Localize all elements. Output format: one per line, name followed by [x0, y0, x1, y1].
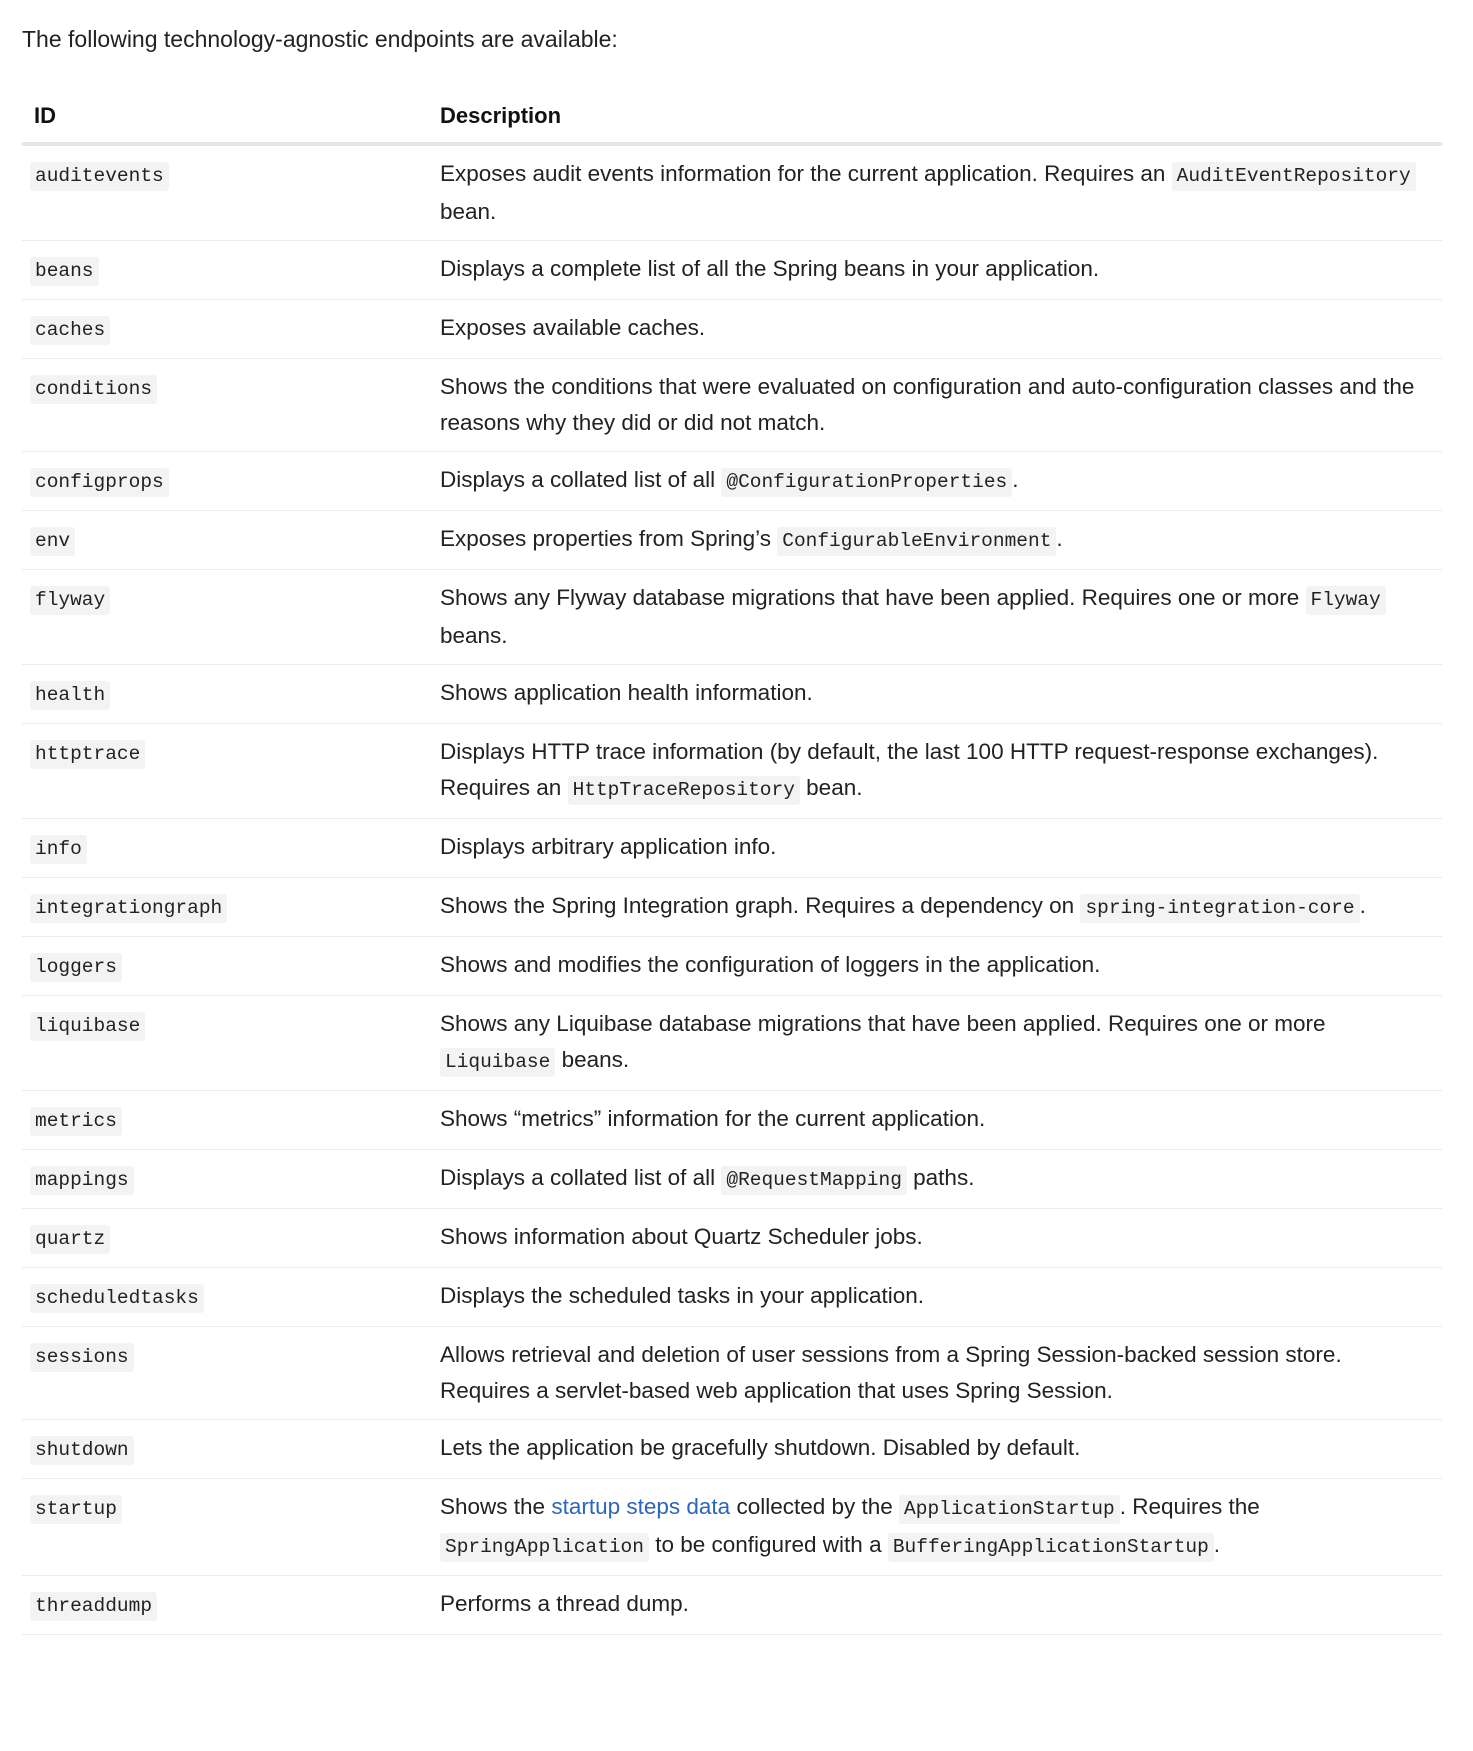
table-row: [22, 511, 1442, 570]
inline-code: ApplicationStartup: [899, 1495, 1120, 1524]
endpoint-id-cell: [22, 1209, 428, 1268]
description-text: beans.: [555, 1047, 630, 1072]
endpoint-description: [428, 511, 1442, 570]
endpoint-description: [428, 665, 1442, 724]
inline-code: SpringApplication: [440, 1533, 649, 1562]
endpoint-id-cell: [22, 359, 428, 452]
table-row: [22, 1576, 1442, 1635]
endpoint-description: [428, 1268, 1442, 1327]
description-text: Performs a thread dump.: [440, 1591, 689, 1616]
description-text: .: [1012, 467, 1019, 492]
description-text: Displays arbitrary application info.: [440, 834, 777, 859]
endpoint-id: httptrace: [30, 740, 145, 769]
endpoints-table: [22, 90, 1442, 1635]
endpoint-id-cell: [22, 996, 428, 1091]
table-body: [22, 144, 1442, 1635]
inline-code: AuditEventRepository: [1172, 162, 1416, 191]
description-text: bean.: [799, 775, 863, 800]
endpoint-description: [428, 819, 1442, 878]
description-text: Shows any Flyway database migrations that have been applied. Requires one or more: [440, 585, 1306, 610]
endpoint-id-cell: [22, 1327, 428, 1420]
endpoint-id: health: [30, 681, 110, 710]
table-row: [22, 819, 1442, 878]
endpoint-id-cell: [22, 241, 428, 300]
inline-code: HttpTraceRepository: [568, 776, 800, 805]
table-row: [22, 570, 1442, 665]
table-row: [22, 724, 1442, 819]
endpoint-id: integrationgraph: [30, 894, 227, 923]
endpoint-id-cell: [22, 1479, 428, 1576]
table-row: [22, 300, 1442, 359]
header-id: ID: [22, 90, 428, 144]
table-row: [22, 996, 1442, 1091]
endpoint-id: sessions: [30, 1343, 134, 1372]
description-text: .: [1213, 1532, 1221, 1557]
inline-code: Liquibase: [440, 1048, 555, 1077]
endpoint-id-cell: [22, 1150, 428, 1209]
endpoint-id-cell: [22, 1420, 428, 1479]
endpoint-description: [428, 241, 1442, 300]
description-text: Lets the application be gracefully shutdown. Disabled by default.: [440, 1435, 1081, 1460]
endpoint-id: info: [30, 835, 87, 864]
endpoint-description: [428, 300, 1442, 359]
inline-code: Flyway: [1306, 586, 1386, 615]
table-row: [22, 1268, 1442, 1327]
endpoint-id-cell: [22, 144, 428, 241]
table-row: [22, 878, 1442, 937]
endpoint-description: [428, 937, 1442, 996]
endpoint-id: shutdown: [30, 1436, 134, 1465]
description-text: .: [1056, 526, 1063, 551]
description-text: Shows the: [440, 1494, 552, 1519]
inline-code: @ConfigurationProperties: [721, 468, 1012, 497]
description-text: beans.: [440, 623, 508, 648]
endpoint-id-cell: [22, 1091, 428, 1150]
endpoint-description: [428, 1150, 1442, 1209]
endpoint-id: threaddump: [30, 1592, 157, 1621]
description-text: Exposes properties from Spring’s: [440, 526, 778, 551]
endpoint-id: startup: [30, 1495, 122, 1524]
description-text: Shows the conditions that were evaluated on configuration and auto-configuration classes and the reasons why they did or did not match.: [440, 374, 1415, 435]
description-text: to be configured with a: [648, 1532, 888, 1557]
endpoint-description: [428, 996, 1442, 1091]
table-row: [22, 359, 1442, 452]
description-text: Shows information about Quartz Scheduler jobs.: [440, 1224, 923, 1249]
endpoint-id-cell: [22, 1268, 428, 1327]
description-text: Displays a collated list of all: [440, 467, 722, 492]
table-row: [22, 937, 1442, 996]
endpoint-description: [428, 1091, 1442, 1150]
endpoint-id: loggers: [30, 953, 122, 982]
endpoint-id-cell: [22, 1576, 428, 1635]
endpoint-id: caches: [30, 316, 110, 345]
table-row: [22, 241, 1442, 300]
endpoint-description: [428, 1209, 1442, 1268]
endpoint-id: metrics: [30, 1107, 122, 1136]
description-text: Displays a collated list of all: [440, 1165, 722, 1190]
endpoint-description: [428, 1479, 1442, 1576]
endpoint-id: scheduledtasks: [30, 1284, 204, 1313]
endpoint-id-cell: [22, 570, 428, 665]
endpoint-description: [428, 452, 1442, 511]
endpoint-description: [428, 359, 1442, 452]
header-row: [22, 90, 1442, 144]
endpoint-description: [428, 724, 1442, 819]
description-text: Displays HTTP trace information (by default, the last 100 HTTP request-response exchanges). Requires an: [440, 739, 1379, 800]
endpoint-id: env: [30, 527, 75, 556]
table-row: [22, 1327, 1442, 1420]
description-text: Displays a complete list of all the Spring beans in your application.: [440, 256, 1100, 281]
description-text: Shows the Spring Integration graph. Requires a dependency on: [440, 893, 1081, 918]
description-text: Shows and modifies the configuration of loggers in the application.: [440, 952, 1101, 977]
endpoint-id-cell: [22, 511, 428, 570]
table-row: [22, 452, 1442, 511]
endpoint-id: mappings: [30, 1166, 134, 1195]
endpoint-description: [428, 1420, 1442, 1479]
endpoint-description: [428, 878, 1442, 937]
inline-code: spring-integration-core: [1080, 894, 1359, 923]
endpoint-description: [428, 570, 1442, 665]
intro-text: The following technology-agnostic endpoints are available:: [22, 26, 618, 52]
description-text: paths.: [906, 1165, 975, 1190]
endpoint-description: [428, 1327, 1442, 1420]
endpoint-id: auditevents: [30, 162, 169, 191]
description-text: Allows retrieval and deletion of user sessions from a Spring Session-backed session store. Requires a servlet-based web application that uses Spring Session.: [440, 1342, 1342, 1403]
endpoint-description: [428, 144, 1442, 241]
endpoint-id-cell: [22, 878, 428, 937]
description-text: Shows “metrics” information for the current application.: [440, 1106, 986, 1131]
description-text: Shows any Liquibase database migrations that have been applied. Requires one or more: [440, 1011, 1326, 1036]
table-row: [22, 1209, 1442, 1268]
endpoint-id-cell: [22, 300, 428, 359]
table-row: [22, 1420, 1442, 1479]
inline-code: ConfigurableEnvironment: [777, 527, 1056, 556]
table-row: [22, 1479, 1442, 1576]
inline-code: BufferingApplicationStartup: [888, 1533, 1214, 1562]
description-text: Shows application health information.: [440, 680, 813, 705]
table-row: [22, 144, 1442, 241]
endpoint-description: [428, 1576, 1442, 1635]
endpoint-id: quartz: [30, 1225, 110, 1254]
endpoint-id: flyway: [30, 586, 110, 615]
endpoint-id-cell: [22, 665, 428, 724]
table-row: [22, 1091, 1442, 1150]
endpoint-id-cell: [22, 724, 428, 819]
description-text: collected by the: [730, 1494, 900, 1519]
startup-steps-link[interactable]: startup steps data: [551, 1494, 731, 1519]
description-text: Exposes available caches.: [440, 315, 706, 340]
endpoint-id: liquibase: [30, 1012, 145, 1041]
description-text: Exposes audit events information for the current application. Requires an: [440, 161, 1172, 186]
endpoint-id-cell: [22, 819, 428, 878]
description-text: .: [1359, 893, 1366, 918]
endpoint-id-cell: [22, 452, 428, 511]
table-header: [22, 90, 1442, 144]
description-text: bean.: [440, 199, 497, 224]
table-row: [22, 1150, 1442, 1209]
header-description: Description: [428, 90, 1442, 144]
endpoint-id: configprops: [30, 468, 169, 497]
inline-code: @RequestMapping: [721, 1166, 907, 1195]
description-text: Displays the scheduled tasks in your application.: [440, 1283, 925, 1308]
endpoint-id: beans: [30, 257, 99, 286]
table-row: [22, 665, 1442, 724]
endpoint-id-cell: [22, 937, 428, 996]
endpoint-id: conditions: [30, 375, 157, 404]
description-text: . Requires the: [1119, 1494, 1260, 1519]
